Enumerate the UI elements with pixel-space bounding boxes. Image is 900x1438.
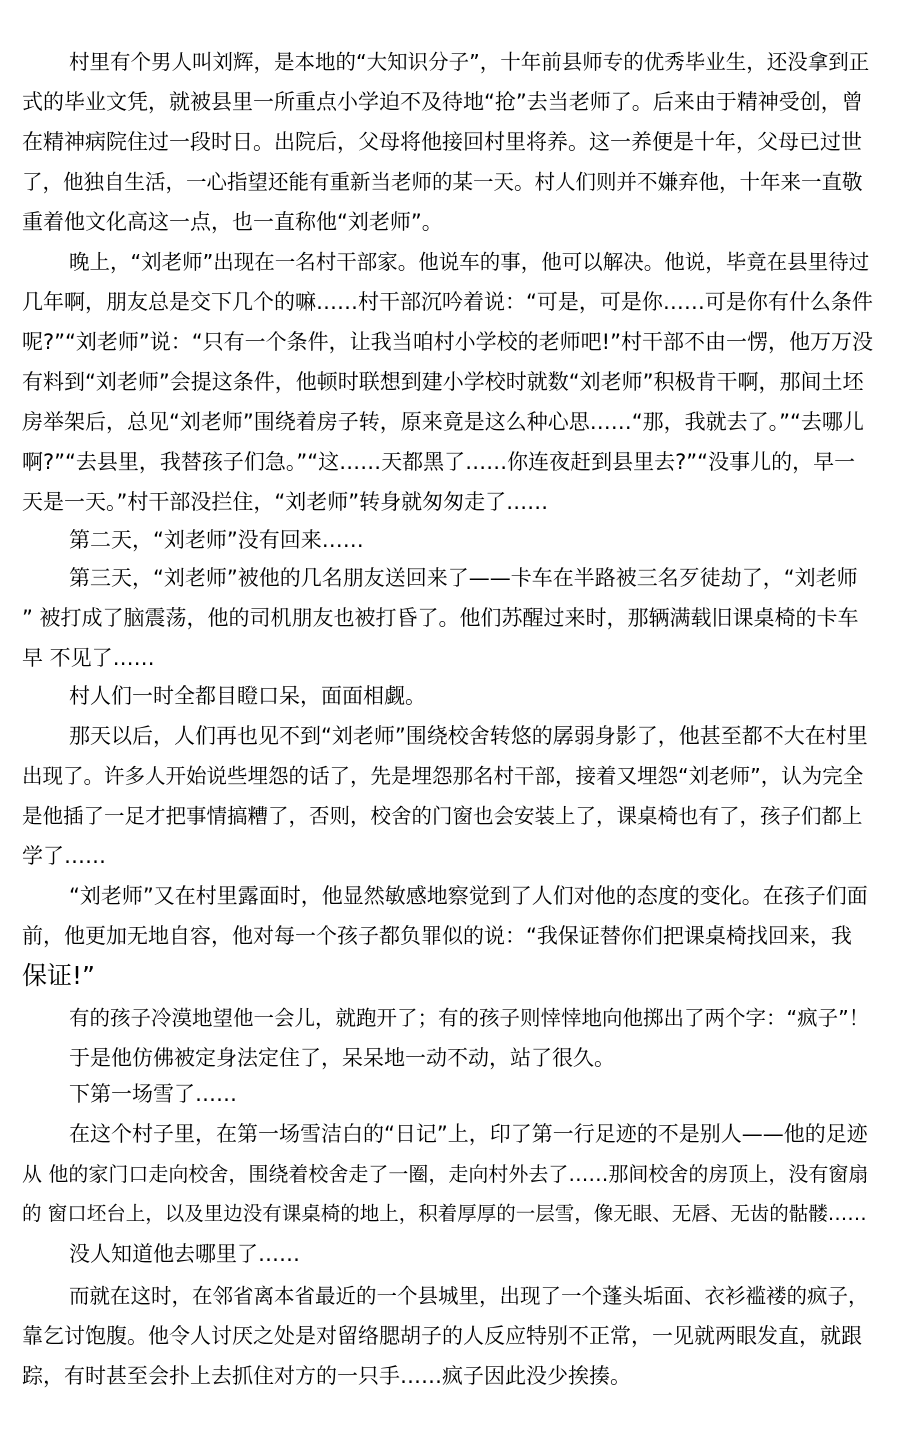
- text-line: 第二天，“刘老师”没有回来……: [69, 528, 364, 552]
- text-line: 啊?”“去县里，我替孩子们急。”“这……天都黑了……你连夜赶到县里去?”“没事儿的，早一: [22, 450, 856, 474]
- text-line: 在精神病院住过一段时日。出院后，父母将他接回村里将养。这一养便是十年，父母已过世: [22, 130, 862, 154]
- text-line: 有的孩子冷漠地望他一会儿，就跑开了；有的孩子则悻悻地向他掷出了两个字：“疯子”！: [69, 1006, 870, 1030]
- text-line: 几年啊，朋友总是交下几个的嘛……村干部沉吟着说：“可是，可是你……可是你有什么条件: [22, 290, 873, 314]
- text-line: 村人们一时全都目瞪口呆，面面相觑。: [69, 684, 426, 708]
- text-line: 靠乞讨饱腹。他令人讨厌之处是对留络腮胡子的人反应特别不正常，一见就两眼发直，就跟: [22, 1324, 862, 1348]
- text-line: 保证!”: [22, 961, 95, 990]
- text-line: ” 被打成了脑震荡，他的司机朋友也被打昏了。他们苏醒过来时，那辆满载旧课桌椅的卡车: [22, 606, 859, 630]
- text-line: 于是他仿佛被定身法定住了，呆呆地一动不动，站了很久。: [69, 1046, 615, 1070]
- text-line: 学了……: [22, 844, 106, 868]
- text-line: 第三天，“刘老师”被他的几名朋友送回来了——卡车在半路被三名歹徒劫了，“刘老师: [69, 566, 858, 590]
- text-line: “刘老师”又在村里露面时，他显然敏感地察觉到了人们对他的态度的变化。在孩子们面: [69, 884, 868, 908]
- text-line: 重着他文化高这一点，也一直称他“刘老师”。: [22, 210, 443, 234]
- text-line: 前，他更加无地自容，他对每一个孩子都负罪似的说：“我保证替你们把课桌椅找回来，我: [22, 924, 852, 948]
- text-line: 踪，有时甚至会扑上去抓住对方的一只手……疯子因此没少挨揍。: [22, 1364, 631, 1388]
- text-line: 在这个村子里，在第一场雪洁白的“日记”上，印了第一行足迹的不是别人——他的足迹: [69, 1122, 868, 1146]
- text-line: 是他插了一足才把事情搞糟了，否则，校舍的门窗也会安装上了，课桌椅也有了，孩子们都上: [22, 804, 863, 828]
- text-line: 晚上，“刘老师”出现在一名村干部家。他说车的事，他可以解决。他说，毕竟在县里待过: [69, 250, 870, 274]
- text-line: 出现了。许多人开始说些埋怨的话了，先是埋怨那名村干部，接着又埋怨“刘老师”，认为完全: [22, 764, 864, 788]
- text-line: 没人知道他去哪里了……: [69, 1242, 300, 1266]
- text-line: 而就在这时，在邻省离本省最近的一个县城里，出现了一个蓬头垢面、衣衫褴褛的疯子，: [69, 1284, 869, 1308]
- text-line: 天是一天。”村干部没拦住，“刘老师”转身就匆匆走了……: [22, 490, 549, 514]
- text-line: 从 他的家门口走向校舍，围绕着校舍走了一圈，走向村外去了……那间校舍的房顶上，没有窗扇: [22, 1162, 869, 1186]
- text-line: 村里有个男人叫刘辉，是本地的“大知识分子”，十年前县师专的优秀毕业生，还没拿到正: [69, 50, 870, 74]
- text-line: 了，他独自生活，一心指望还能有重新当老师的某一天。村人们则并不嫌弃他，十年来一直敬: [22, 170, 863, 194]
- text-line: 有料到“刘老师”会提这条件，他顿时联想到建小学校时就数“刘老师”积极肯干啊，那间土坯: [22, 370, 864, 394]
- text-line: 那天以后，人们再也见不到“刘老师”围绕校舍转悠的孱弱身影了，他甚至都不大在村里: [69, 724, 868, 748]
- text-line: 呢?”“刘老师”说：“只有一个条件，让我当咱村小学校的老师吧!”村干部不由一愣，他万万没: [22, 330, 873, 354]
- text-line: 式的毕业文凭，就被县里一所重点小学迫不及待地“抢”去当老师了。后来由于精神受创，曾: [22, 90, 863, 114]
- text-line: 房举架后，总见“刘老师”围绕着房子转，原来竟是这么种心思……“那，我就去了。”“去哪儿: [22, 410, 864, 434]
- text-line: 的 窗口坯台上，以及里边没有课桌椅的地上，积着厚厚的一层雪，像无眼、无唇、无齿的骷髅……: [22, 1202, 867, 1225]
- text-line: 早 不见了……: [22, 646, 155, 670]
- text-line: 下第一场雪了……: [69, 1082, 237, 1106]
